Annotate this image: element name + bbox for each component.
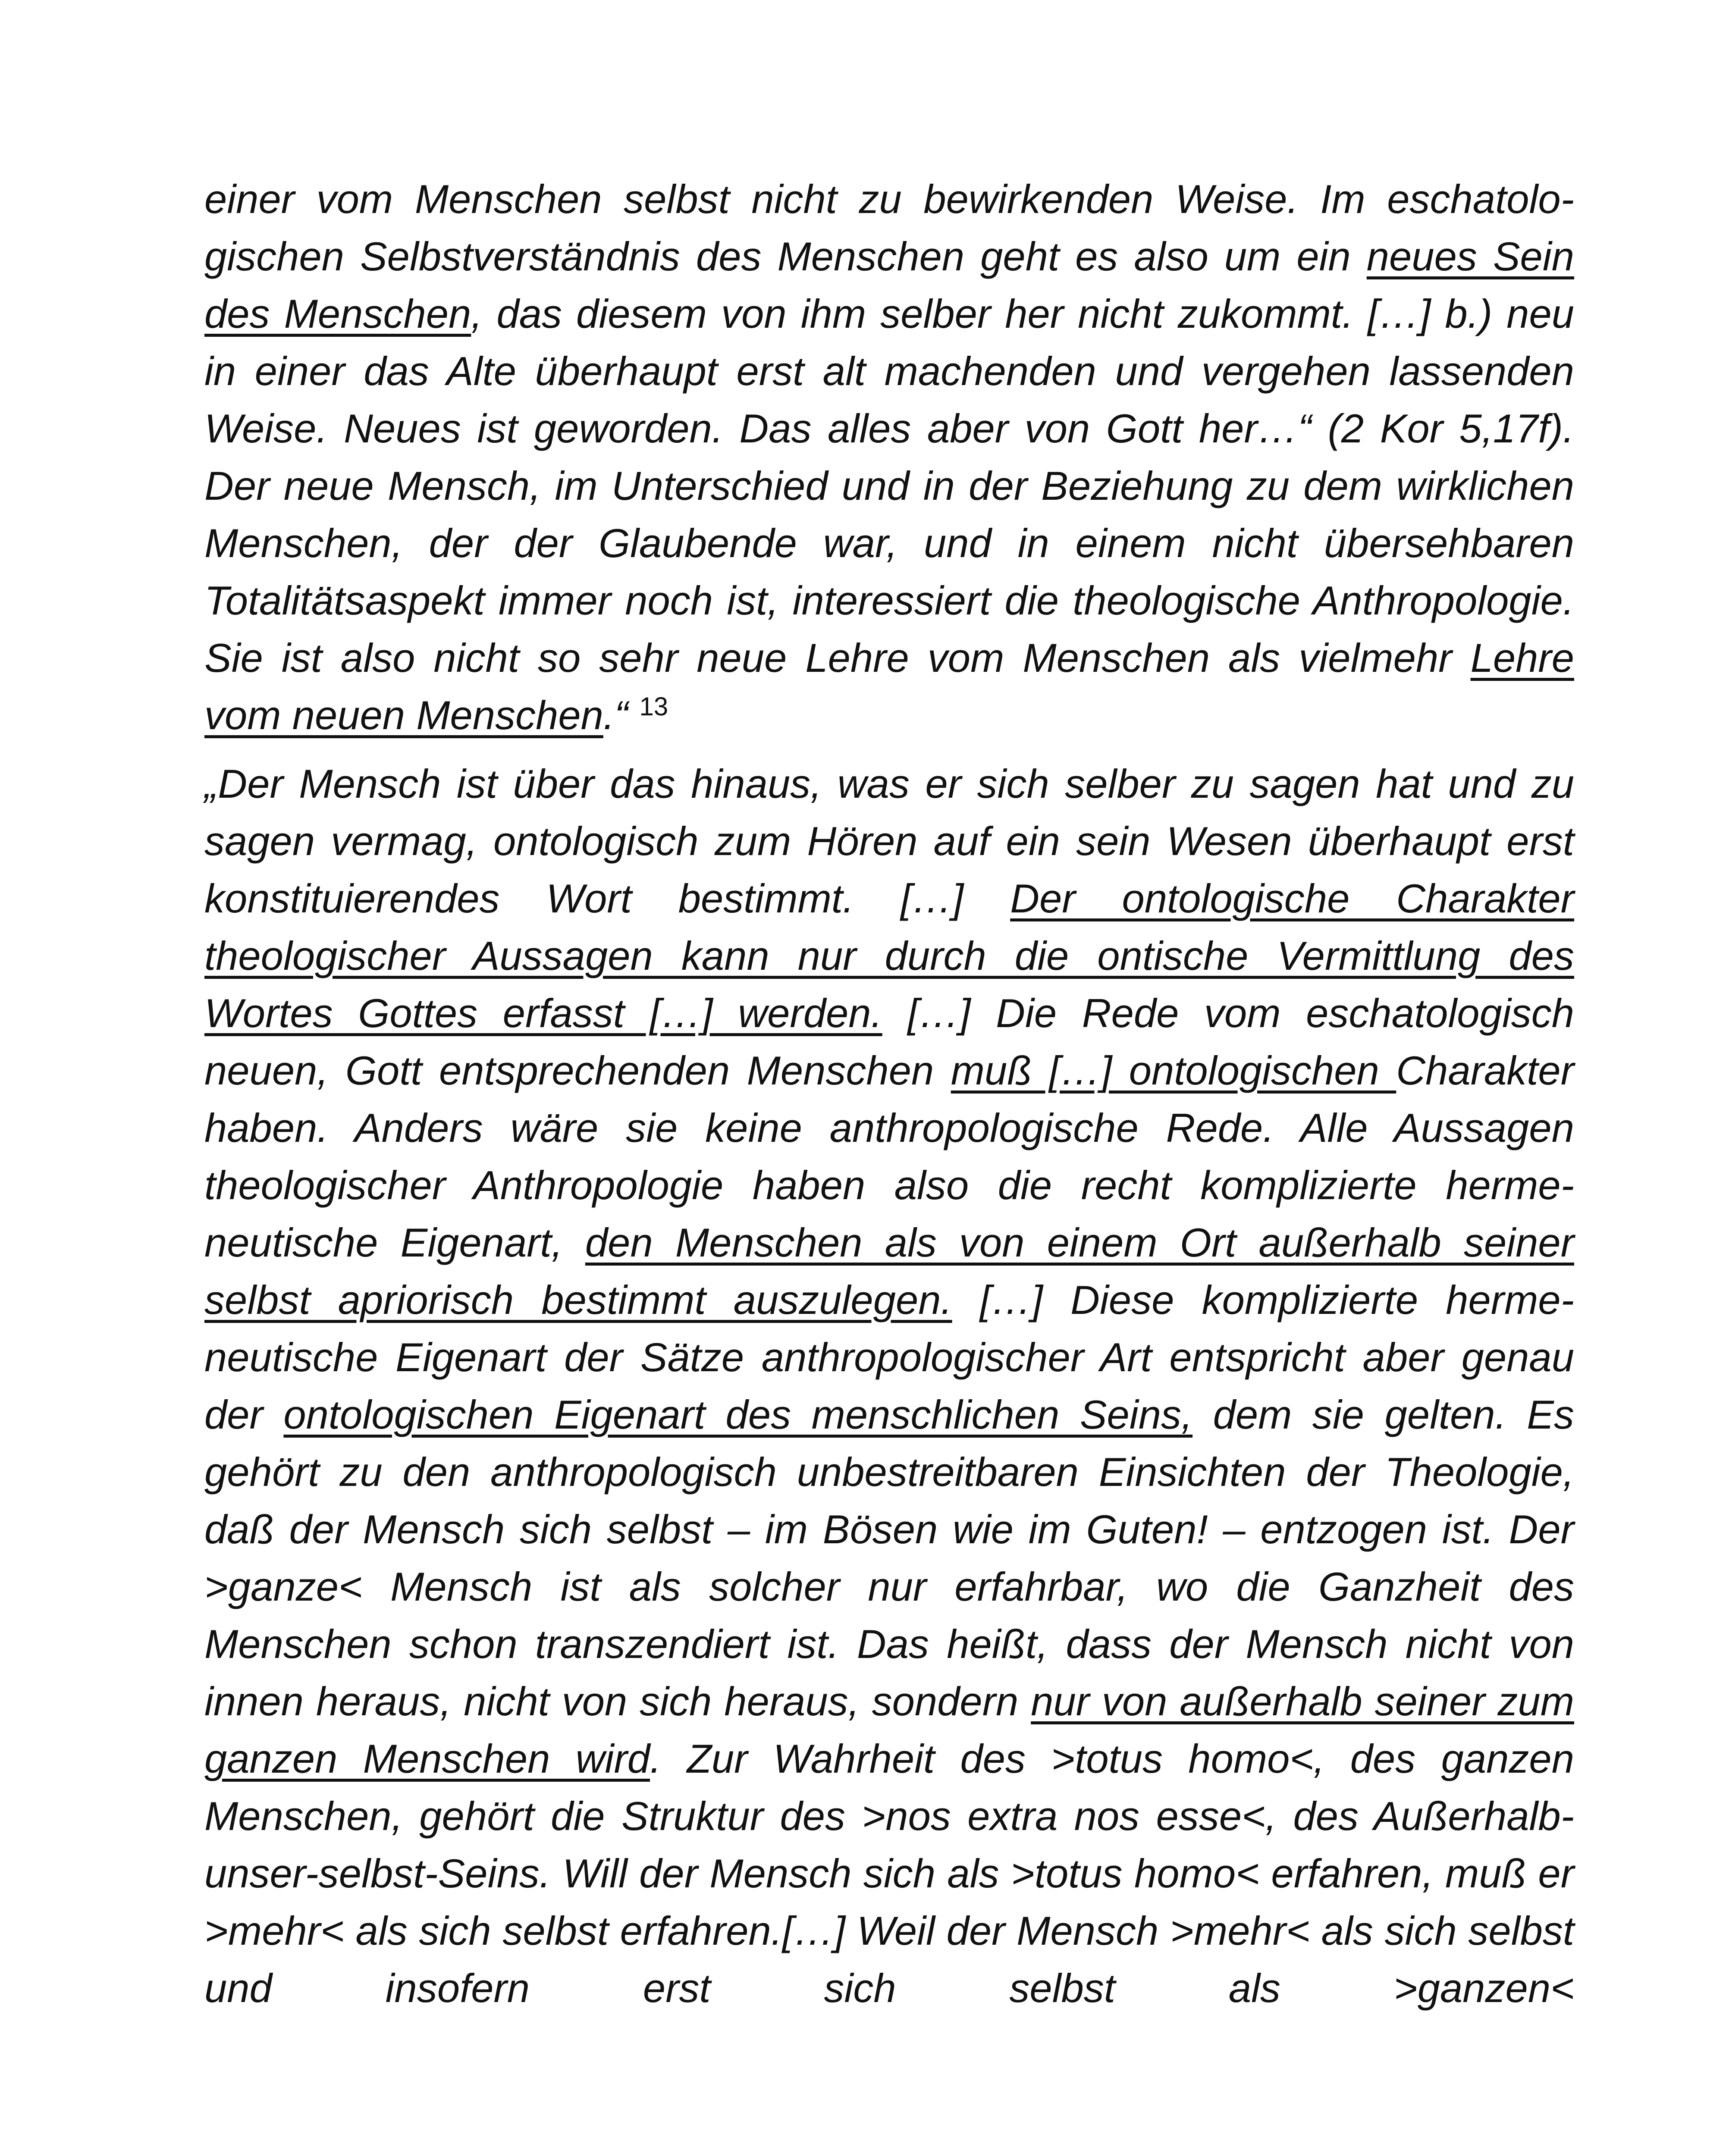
paragraph-text: […] Die Rede vom eschatologisch neuen, Gott entsprechenden Menschen bbox=[204, 990, 1574, 1093]
paragraph-text: […] Diese komplizierte hermeneutische Eigenart der Sätze anthropologischer Art entspricht aber genau der bbox=[204, 1277, 1574, 1437]
underlined-emphasis: neues Sein des Menschen bbox=[204, 234, 1575, 336]
underlined-emphasis: nur von außerhalb seiner zum ganzen Menschen wird bbox=[204, 1679, 1574, 1781]
underlined-emphasis: Lehre vom neuen Menschen bbox=[204, 635, 1574, 738]
footnote-reference: 13 bbox=[639, 692, 668, 721]
underlined-emphasis: Der ontologische Charakter theologischer Aussagen kann nur durch die ontische Vermittlung des Wortes Gottes erfasst […] werden. bbox=[204, 876, 1575, 1036]
paragraph-text: dem sie gelten. Es gehört zu den anthropologisch unbestreitbaren Einsichten der Theologie, daß der Mensch sich selbst – im Bösen wie im Guten! – entzogen ist. Der >ganze< Mensch ist als solcher nur erfahrbar, wo die Ganzheit des Menschen schon transzendiert ist. Das heißt, dass der Mensch nicht von innen heraus, nicht von sich heraus, sondern bbox=[204, 1392, 1574, 1724]
paragraph-text: , das diesem von ihm selber her nicht zukommt. […] b.) neu in einer das Alte überhaupt erst alt machenden und vergehen lassenden Weise. Neues ist geworden. Das alles aber von Gott her…“ (2 Kor 5,17f). Der neue Mensch, im Unterschied und in der Beziehung zu dem wirklichen Menschen, der der Glaubende war, und in einem nicht übersehbaren Totalitätsaspekt immer noch ist, interessiert die theologische Anthropologie. Sie ist also nicht so sehr neue Lehre vom Menschen als vielmehr bbox=[204, 291, 1574, 680]
body-paragraph bbox=[204, 170, 1574, 744]
underlined-emphasis: den Menschen als von einem Ort außerhalb seiner selbst apriorisch bestimmt auszulegen. bbox=[204, 1220, 1574, 1322]
paragraph-text: . Zur Wahrheit des >totus homo<, des ganzen Menschen, gehört die Struktur des >nos extra nos esse<, des Außerhalb-unser-selbst-Seins. Will der Mensch sich als >totus homo< erfahren, muß er >mehr< als sich selbst erfahren.[…] Weil der Mensch >mehr< als sich selbst und insofern erst sich selbst als >ganzen< bbox=[204, 1736, 1574, 2011]
paragraph-text: einer vom Menschen selbst nicht zu bewirkenden Weise. Im eschatologischen Selbstverständnis des Menschen geht es also um ein bbox=[204, 176, 1574, 279]
body-text bbox=[204, 170, 1574, 2017]
underlined-emphasis: ontologischen Eigenart des menschlichen Seins, bbox=[283, 1392, 1193, 1437]
body-paragraph bbox=[204, 755, 1574, 2017]
paragraph-text: Charakter haben. Anders wäre sie keine anthropologische Rede. Alle Aussagen theologischer Anthropologie haben also die recht komplizierte hermeneutische Eigenart, bbox=[204, 1048, 1574, 1265]
paragraph-text: „Der Mensch ist über das hinaus, was er sich selber zu sagen hat und zu sagen vermag, ontologisch zum Hören auf ein sein Wesen überhaupt erst konstituierendes Wort bestimmt. […] bbox=[204, 761, 1574, 921]
underlined-emphasis: muß […] ontologischen bbox=[951, 1048, 1396, 1093]
paragraph-text: .“ bbox=[603, 693, 640, 738]
